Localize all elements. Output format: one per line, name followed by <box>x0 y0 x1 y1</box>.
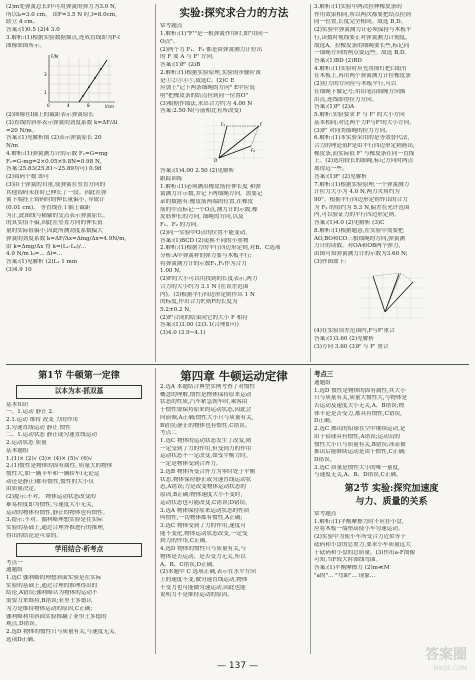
answer-line: 皮筋伸长的方向, 细绳的方向,以及 <box>160 214 244 221</box>
answer-line: 其他钩码未挂时已伸长了一段。因此在弹 <box>6 189 107 196</box>
answer-line: 惯性大小只与质量有关,B错误;冰壶被 <box>314 441 406 448</box>
answer-line: 1.选C 物体的运动状态发生了改变,则 <box>160 438 252 445</box>
answer-line: 4.解析:(1)弹簧测力计的示数 F₁=G=mg <box>6 150 108 157</box>
y-tick-label: 3 <box>44 72 47 78</box>
answer-line: 合力的理论值F是由平行四边形定则画出, <box>314 142 415 149</box>
answer-line: 基本题组 <box>6 447 29 454</box>
answer-line: 3.匀速直线运动 静止 惯性 <box>6 424 71 431</box>
x-tick-label: 8 <box>87 103 90 109</box>
answer-line: 1.(1)× (2)√ (3)× (4)× (5)√ (6)√ <box>6 455 93 462</box>
answer-line: 应将木板一端垫高使小车匀速运动。 <box>314 526 404 533</box>
answer-line: (3)根据作图法,求出合力约为 4.00 N <box>160 100 253 107</box>
answer-line: 1.解析:(1)"F'"是一根弹簧作用时,如"用同一 <box>160 31 269 38</box>
answer-line: 常考题点 <box>314 510 337 517</box>
answer-line: (2)钩码个数 即可 <box>6 174 50 181</box>
x-axis-label: l/cm <box>105 104 114 110</box>
answer-line: 答案:(1)F' (2)A <box>314 104 355 111</box>
answer-line: 8.解析:(1)根据题意,在实验中需要把 <box>314 227 404 234</box>
answer-line: 力计的读数。对OA和OB两个弹力, <box>314 243 401 250</box>
answer-line: 90°。根据平行四边形定则作出的合力 <box>314 196 408 203</box>
answer-line: 7.解析:(1)根据实验原理,一个弹簧测力 <box>314 181 410 188</box>
answer-line: (3)由于弹簧的自重,使弹簧在竖直方向的 <box>6 181 106 188</box>
answer-line: 将弹簧测力计的示数F₁,F₂作为合力 <box>160 260 247 267</box>
answer-line: 否运动及速度大小无关,A、B错误;物 <box>314 402 405 409</box>
answer-line: 2.运动状态 质量 <box>6 440 47 447</box>
subsection-label: 考点三 <box>314 370 334 378</box>
answer-line: 概念的理解,惯性是物体保持原来运动 <box>160 391 252 398</box>
answer-line: 向前倾,A正确;惯性大小只与质量有关, <box>160 414 254 421</box>
answer-line: (3)F' 对同类细绳的拉力方向。 <box>314 127 391 134</box>
section-title: 第2节 实验:探究加速度 <box>344 484 439 495</box>
answer-line: 答案:(1)0.5 (2)4 3.0 <box>6 27 60 34</box>
answer-line: (2)拉力的方向应与木板平行,可以 <box>314 81 397 88</box>
answer-line: 2.选B 物体所受合外力为零时处于平衡 <box>160 468 256 475</box>
answer-line: 实验的基础上,通过合理外推进行的推理, <box>6 525 105 531</box>
answer-line: 同一位置,长度完全相同。故选 B,D。 <box>314 19 407 26</box>
answer-line: 1.解析:(1)平衡摩擦力时不应挂小盘, <box>314 518 404 525</box>
answer-line: (2)F'合成的结果同它的大小 F 相符 <box>160 314 248 321</box>
answer-line: (2)F的大小可以用找到的长度表示,两力 <box>160 276 258 283</box>
answer-line: 为力是维持物体运动的原因,C正确; <box>6 605 93 612</box>
answer-line: F₁=G-mg=2×0.05×9.8N=0.98 N, <box>6 158 102 165</box>
answer-line: 4.选D 物体的惯性只与质量有关,与 <box>160 546 247 553</box>
answer-line: 答案:(1)3.60 (2)见解析 <box>314 336 374 343</box>
answer-line: 簧测力计示数,并记下两细绳方向。需要记 <box>160 191 263 198</box>
answer-line: 联立 4 cm。 <box>6 19 39 26</box>
answer-line: 在细绳下做记号;用铅笔沿细绳方向描 <box>314 88 406 95</box>
answer-line: 于惯性要保持原来的运动状态,因此会 <box>160 407 252 414</box>
answer-line: (2)m处弹簧总长l中可用弹簧的弹力为3.0 N, <box>6 4 117 10</box>
text-block <box>6 402 152 541</box>
answer-line: 一定是物体受到合外力。 <box>160 461 222 468</box>
answer-line: 一定受到了力的作用,但受到力的作用 <box>160 445 252 452</box>
answer-line: 合力的大小约为 3.1 N (在误差范围 <box>160 283 249 290</box>
answer-line: (2)图像在l轴上的截距表示弹簧原长 <box>6 112 95 119</box>
answer-line: N/m <box>6 143 19 150</box>
text-block <box>6 4 152 50</box>
column-divider <box>310 4 311 362</box>
answer-line: (3)方向 3.60 (3)F 与 F' 重合 <box>314 343 389 350</box>
answer-line: 5.解析:实验要求 F 与 F' 的大小方向 <box>314 112 405 119</box>
answer-line: 答案:(1)见解析图 (2)表示弹簧原长 20 <box>6 135 102 142</box>
watermark-text: 答案圈 <box>425 647 467 663</box>
answer-line: 在木板上,再用两个弹簧测力计拉橡皮条 <box>314 73 411 80</box>
answer-line: 答案:(1)F' (2)B <box>160 62 201 69</box>
answer-line: 实验的基础上,通过合理的推理得出的 <box>6 582 98 589</box>
answer-line: 3.选A 物体保持原来运动状态的性质 <box>160 507 250 514</box>
answer-line: 答案:(1)见解析 (2)L₁ 1 mm <box>6 258 78 265</box>
answer-line: 2.(1)惯性是物体的固有属性, 质量大的物体 <box>6 463 113 470</box>
answer-line: 2.选D 物体的惯性只与质量有关,与速度无关, <box>6 629 117 635</box>
answer-line: (3)4.9 10 <box>6 266 32 273</box>
answer-line: 态,A错误;力是改变物体运动状态的 <box>160 484 247 491</box>
answer-line: 上的速度不变,做匀速直线运动,物体 <box>160 576 248 583</box>
answer-line: 结论,A错误;伽利略认为物体的运动不 <box>6 590 98 597</box>
answer-line: 得出的结论是可靠的。 <box>6 532 62 539</box>
answer-line: F₁、F₂ 的方向。 <box>160 222 202 229</box>
answer-line: 离得远一些。 <box>314 166 348 173</box>
answer-line: =20 N/m。 <box>6 127 38 134</box>
answer-line: D正确。 <box>314 418 336 425</box>
column-divider <box>155 368 156 654</box>
answer-line: 叫惯性,一切物体都有惯性,A正确; <box>160 515 243 522</box>
answer-line: 由于铅球具有惯性,A错误;运动员的 <box>314 433 401 440</box>
answer-line: 3.选C 物体受到了力的作用,速度可 <box>160 522 246 529</box>
answer-line: 可知,当F较大时图线弯曲。 <box>314 557 382 564</box>
answer-line: 2.选A 本题结合典型实例考查了对惯性 <box>160 384 256 390</box>
chapter-title: 第四章 牛顿运动定律 <box>180 369 288 383</box>
text-block <box>6 560 152 645</box>
answer-line: 1.00 N。 <box>160 268 185 275</box>
answer-column-2-bottom <box>160 368 308 654</box>
answer-line: 需要力来维持,B错误;亚里士多德认 <box>6 598 93 605</box>
answer-line: 4.9 N/m l₀=... Δl=... <box>6 251 63 258</box>
column-divider <box>155 4 156 362</box>
answer-line: 答案:(1)3.00 (2)3.1(合理即可) <box>160 322 239 329</box>
answer-line: 3.解析:(1)根据实验数据描点,连成直线即为F-l <box>6 34 120 41</box>
answer-line: 答案:(1)4.00 2.50 (2)见解析 <box>160 168 235 175</box>
answer-line: 说明力不是维持运动的原因。 <box>160 592 233 599</box>
section-title: 实验:探究求合力的方法 <box>179 7 289 19</box>
force-label: F <box>260 122 263 128</box>
section-subtitle: 与力、质量的关系 <box>355 496 428 507</box>
answer-line: 分析:A中弹簧秤的弹力要与木板平行; <box>160 253 252 260</box>
answer-line: 1.选C 伽利略的理想斜面实验是在实际 <box>6 574 102 581</box>
answer-line: 的 F 要 A 与 F' 方向。 <box>160 54 218 61</box>
answer-line: 弹簧的劲度系数 k=ΔF/Δx=Δmg/Δx=4.9N/m, <box>6 235 127 242</box>
answer-line: (2)提示:不对。 物体运动状态改变的 <box>6 494 96 501</box>
answer-line: 考点二 <box>160 430 177 437</box>
text-block <box>314 4 469 266</box>
answer-line: 运动状态不一定改变,如受平衡力时。 <box>160 453 252 460</box>
site-watermark <box>425 646 467 674</box>
answer-column-3-bottom <box>314 368 469 654</box>
answer-line: 只与质量有关,质量大惯性大,与物体是 <box>314 395 408 402</box>
answer-column-2 <box>160 4 308 362</box>
answer-line: 状态,物体保持静止或匀速直线运动状 <box>160 476 252 483</box>
answer-line: 计拉力大小为 4.0 N,两力夹角约为 <box>314 189 400 196</box>
y-tick-label: 1 <box>44 90 47 96</box>
answer-line: B错误;静止的物体也有惯性,C错误。 <box>160 422 251 429</box>
answer-line: 由 k=Δmg/Δx 得 k=(L₁-L₀)/... <box>6 243 87 250</box>
answer-line: 答案:(1)BCD (2)更换不同的小重物 <box>160 237 249 244</box>
answer-line: AO,BO和CO三根细绳的方向,弹簧测 <box>314 235 406 242</box>
answer-line: 答案:(1)F' (2)见解析 <box>314 173 367 180</box>
answer-line: 6.解析:(1)本实验采用的是等效替代法, <box>314 135 410 142</box>
column-divider <box>310 368 311 654</box>
answer-line: 答案:(1)平衡摩擦力 (2)m≪M <box>314 565 390 572</box>
answer-line: 一细绳方向的两点要远些。故选 B,D。 <box>314 50 411 57</box>
answer-line: 运动的物体有惯性,静止的物体也有惯性。 <box>6 509 109 516</box>
answer-line: 答案:(1)BD (2)BD <box>314 58 362 65</box>
answer-line: 2.1.运动 维持 改变 力的作用 <box>6 416 78 423</box>
section-box-label: 以本为本·抓双基 <box>16 385 142 398</box>
x-tick-label: 0 <box>47 103 50 109</box>
force-diagram <box>199 118 269 166</box>
answer-line: 推出后能继续运动是由于惯性,C正确; <box>314 449 406 456</box>
answer-line: 筋的中点标记一个O点,测力计的示数,橡 <box>160 206 258 213</box>
answer-line: 原因,B正确;物体速度大小不变时, <box>160 492 243 499</box>
answer-line: 观点,D错误。 <box>6 621 41 628</box>
answer-line: 内)。(3)根据平行四边形定则作出 1 N <box>160 291 255 298</box>
answer-line: 行,读数时视线要正对弹簧测力计刻度。 <box>314 34 411 41</box>
answer-line: 难易程度即为惯性,与速度大小无关, <box>6 501 94 508</box>
force-length-chart <box>39 52 119 110</box>
watermark-subtext: MXQE.COM <box>433 665 467 673</box>
answer-line: 的标度,作出合力F,则F的长度为 <box>160 299 238 306</box>
answer-column-1-bottom <box>6 368 152 654</box>
answer-line: 图像如图所示。 <box>6 42 46 49</box>
answer-line: 二、1.运动状态 静止或匀速直线运动 <box>6 432 98 439</box>
answer-line: 4.解析:(1)实验时应先用图钉把白纸钉 <box>314 65 408 72</box>
answer-line: "a的"... "弯曲"... 现象... <box>314 572 376 579</box>
answer-line: 由图可知弹簧测力计的示数为3.60 N; <box>314 251 408 257</box>
answer-line: (2)本题中 C 选项正确,表示在水平方向 <box>160 569 256 576</box>
section-title: 第1节 牛顿第一定律 <box>38 371 120 381</box>
answer-line: 基本相同;对比两个力F与F'的大小方向。 <box>314 119 415 126</box>
answer-line: 能不变化,物体运动状态改变,一定受 <box>160 530 248 537</box>
answer-line: 一、1.运动 静止 2. <box>6 409 54 416</box>
answer-line: 所以l₀=3.0 cm。 由F=3.5 N 时,l=8.0cm, <box>6 11 117 18</box>
answer-line: (2)同一实验中O点的位置不能变动。 <box>160 229 251 236</box>
section-box-label: 学用结合·析考点 <box>16 543 142 556</box>
answer-line: 砝码和小盘的总重力,要求小车质量远大 <box>314 541 411 548</box>
answer-line: 的真实值不偏,因此在竖直方向的伸长值 <box>6 220 103 227</box>
answer-line: 伽利略利用斜面实验推翻了亚里士多德的 <box>6 613 107 620</box>
answer-line: 2.选C 掷出的铅球在空中继续运动,是 <box>314 426 406 433</box>
answer-line: (3)4.0 (3.9~4.1) <box>160 330 206 337</box>
y-axis-label: F/N <box>51 54 58 60</box>
answer-line: 簧下端挂上钩码时的伸长量偏小, 导致计 <box>6 197 105 204</box>
answer-line: 与速度无关,A、B、D错误,C正确。 <box>314 472 402 479</box>
page-number: — 137 — <box>217 661 258 671</box>
text-block <box>314 380 469 480</box>
answer-column-3 <box>314 4 469 362</box>
answer-line: 3.提示:不对。伽利略理想实验是在实际 <box>6 517 103 524</box>
answer-line: 5.2±0.2 N。 <box>160 307 195 314</box>
answer-line: (0.01 cm)。 等直线在 l 轴上截距 <box>6 204 91 211</box>
answer-line: 基本知识 <box>6 401 29 408</box>
answer-line: 录的数据有:橡皮筋两端的位置,在橡皮 <box>160 198 254 205</box>
answer-line: 体不论是否受力,都具有惯性,C错误, <box>314 410 402 417</box>
text-block <box>160 168 308 338</box>
answer-line: 橡皮条,而实际值 F' 与橡皮条在同一直线 <box>314 150 415 157</box>
section-divider <box>6 364 469 365</box>
answer-line: 应加上"记下两条细绳的方向" E中应说 <box>160 85 255 92</box>
text-block <box>314 328 469 351</box>
answer-line: 作用效果相同,所以两次都要把结点拉到 <box>314 11 411 18</box>
answer-line: 内,可以验证力的平行四边形定则。 <box>314 212 400 219</box>
answer-line: (3)作图如下: <box>314 258 347 265</box>
answer-line: 出点,连线即得拉力方向。 <box>314 96 378 103</box>
answer-line: 2.解析:(1)根据力的平行四边形定则,对B、C选项 <box>160 245 281 252</box>
answer-line: 由质量决定。 <box>6 486 40 493</box>
answer-line: 不受力也可能做匀速运动,因此也能 <box>160 584 246 591</box>
force-label: F₁ <box>221 122 226 128</box>
answer-line: 通题组 <box>314 379 331 386</box>
origin-label: O <box>214 158 218 164</box>
answer-line: 量的实际值偏小,因此所测劲度系数偏大 <box>6 228 103 235</box>
answer-line: 明"把橡皮条的结点拉到同一位置O" <box>160 92 249 99</box>
answer-line: 物体是否运动、是否受力无关,所以 <box>160 553 246 560</box>
answer-line: D错误。 <box>314 457 336 464</box>
answer-line: 到力的作用,C正确。 <box>160 538 211 545</box>
answer-line: 故选A。拉橡皮条的细绳要长些,标记同 <box>314 42 410 49</box>
answer-line: (2)实验中弹簧测力计必须保持与木板平 <box>314 27 412 34</box>
answer-line: 3.选C 质量是惯性大小的唯一量度, <box>314 464 400 471</box>
answer-line: 1.解析:(1)必须测出橡皮筋拉伸长度 和弹 <box>160 183 261 190</box>
text-block <box>6 112 152 274</box>
answer-line: 为正,此图线与横轴的交点表示弹簧原长。 <box>6 212 109 219</box>
answer-line: 是①②③④⑤,故选C。(2)C E <box>160 77 235 84</box>
answer-line: 1.选D 惯性是物体的固有属性,其大小 <box>314 387 406 394</box>
answer-column-1 <box>6 4 152 362</box>
answer-line: 答案:2.50 N(与前相比有所改变) <box>160 108 242 115</box>
experiment-diagram <box>355 268 429 326</box>
answer-line: 2.解析:(1)根据实验原理,实验的步骤应该 <box>160 69 261 76</box>
answer-line: 运动状态也可能改变,C错误;D错误。 <box>160 499 251 506</box>
answer-line: 上。(2)选用较长的细绳,标记方向时两点 <box>314 158 414 165</box>
answer-line: 动还是静止)都有惯性,惯性的大小仅 <box>6 478 94 485</box>
answer-line: 惯性大,如一辆卡车和一辆轿车(无论运 <box>6 470 100 477</box>
answer-line: (2)实验中为使小车所受合力近似等于 <box>314 534 406 541</box>
text-block <box>314 511 469 580</box>
x-tick-label: 4 <box>67 103 70 109</box>
answer-line: (4)在实验误差范围内,F与F'重合 <box>314 328 395 335</box>
answer-line: 答案:25.83(25.81~25.89均可) 0.98 <box>6 166 102 173</box>
answer-line: 跟踪训练 <box>160 175 183 182</box>
answer-line: 状态的性质,汽车紧急刹车时,乘客由 <box>160 399 248 406</box>
answer-line: 3.解析:(1)实验中两次拉伸橡皮条的 <box>314 4 402 10</box>
answer-line: (3)直线的斜率表示弹簧的劲度系数 k=ΔF/Δl <box>6 120 118 127</box>
text-block <box>160 384 308 600</box>
answer-line: 为 F₂ 的值约为 5.3 N,偏差在允许范围 <box>314 204 410 211</box>
answer-line: 通题组 <box>6 567 23 574</box>
answer-line: 答案:(1)4.0 (2)见解析 (3)C <box>314 220 385 227</box>
answer-line: (2)两个力 F₁、F₂ 都是由弹簧测力计拉出 <box>160 46 263 53</box>
answer-line: 于砝码和小盘的总质量。(3)作出a-F图像 <box>314 549 415 556</box>
answer-line: O点"。 <box>160 38 179 45</box>
force-label: F₂ <box>251 148 256 154</box>
answer-line: 考点一 <box>6 559 23 566</box>
answer-line: A、B、C错误,D正确。 <box>160 561 218 568</box>
answer-line: 常考题点 <box>160 23 183 30</box>
text-block <box>160 23 308 116</box>
answer-line: 选项D正确。 <box>6 636 39 643</box>
